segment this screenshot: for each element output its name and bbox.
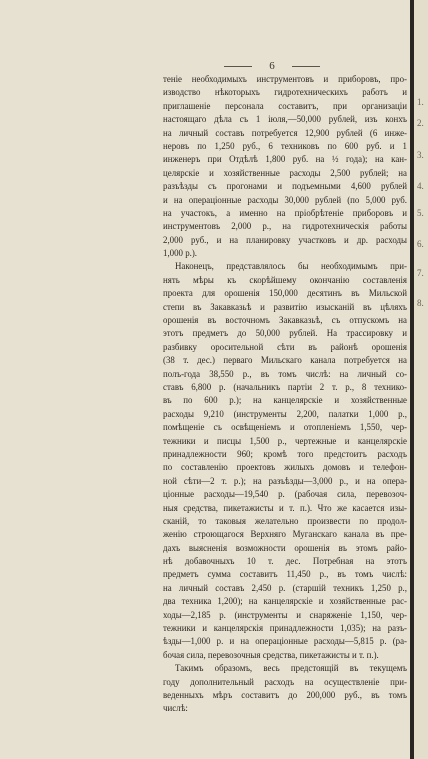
text-line: разъѣзды съ прогонами и подъемными 4,600 рублей [163,181,407,192]
text-line: проекта для орошенiя 150,000 десятинъ въ Мильской [163,288,407,299]
text-line: 1,000 р.). [163,248,198,259]
text-line: ходы—2,185 р. (инструменты и снаряженiе 1,150, чер- [163,609,407,620]
text-line: ныя средства, пикетажисты и т. п.). Что же касается изы- [163,502,407,513]
margin-number: 5. [417,208,424,218]
text-line: 2,000 руб., и на планировку участковъ и др. расходы [163,234,407,245]
text-line: Такимъ образомъ, весь предстоящiй въ текущемъ [175,663,407,674]
text-line: тежники и канцелярскiя принадлежности 1,035); на разъ- [163,623,407,634]
text-line: разбивку оросительной сѣти въ районѣ орошенiя [163,341,407,352]
text-line: помѣщенiе съ освѣщенiемъ и отопленiемъ 1,550, чер- [163,422,407,433]
text-line: ѣзды—1,000 р. и на операцiонные расходы—5,815 р. (ра- [163,636,407,647]
text-line: ставъ 6,800 р. (начальникъ партiи 2 т. р., 8 технико- [163,381,407,392]
margin-number: 6. [417,239,424,249]
text-line: инженеръ при Отдѣлѣ 1,800 руб. на ½ года); на кан- [163,154,407,165]
text-line: орошенiя въ восточномъ Закавказьѣ, съ отпускомъ на [163,315,407,326]
text-line: расходы 9,210 (инструменты 2,200, палатки 1,000 р., [163,408,407,419]
text-line: ной сѣти—2 т. р.); на разъѣзды—3,000 р., и на опера- [163,475,407,486]
text-line: цiонные расходы—19,540 р. (рабочая сила, перевозоч- [163,489,407,500]
text-line: тенiе необходимыхъ инструментовъ и приборовъ, про- [163,74,407,84]
text-line: полъ-года 38,550 р., въ томъ числѣ: на личный со- [163,368,407,379]
margin-number: 1. [417,97,424,107]
text-line: принадлежности 960; кромѣ того предстоитъ расходъ [163,448,407,459]
text-line: году дополнительный расходъ на осуществленiе при- [163,676,407,687]
text-line: на личный составъ 2,450 р. (старшiй техникъ 1,250 р., [163,582,407,593]
text-line: нять мѣры къ скорѣйшему окончанiю составленiя [163,274,407,285]
text-line: тежники и писцы 1,500 р., чертежные и канцелярскiе [163,435,407,446]
margin-number: 4. [417,181,424,191]
margin-number: 2. [417,118,424,128]
facing-page-edge [414,0,428,759]
text-line: (38 т. дес.) перваго Мильскаго канала потребуется на [163,355,407,366]
header-dash-right [292,66,320,67]
text-line: числѣ: [163,703,188,714]
text-line: нѣ добавочныхъ 10 т. дес. Потребная на этотъ [163,556,407,567]
text-line: изводство нѣкоторыхъ гидротехническихъ работъ и [163,87,407,98]
text-line: веденныхъ мѣръ составитъ до 200,000 руб., въ томъ [163,689,407,700]
text-line: на участокъ, а именно на прiобрѣтенiе приборовъ и [163,207,407,218]
text-line: Наконецъ, представлялось бы необходимымъ при- [175,261,407,272]
text-line: бочая сила, перевозочныя средства, пикетажисты и т. п.). [163,649,379,660]
page-number: 6 [269,60,275,72]
text-line: дахъ выясненiя возможности орошенiя въ этомъ райо- [163,542,407,553]
text-line: по составленiю проектовъ жилыхъ домовъ и телефон- [163,462,407,473]
margin-number: 7. [417,268,424,278]
page-body-text [163,73,407,716]
text-line: два техника 1,200); на канцелярскiе и хозяйственные рас- [163,596,407,607]
text-line: инструментовъ 2,000 р., на гидротехническiя работы [163,221,407,232]
text-line: степи въ Закавказьѣ и развитiю изысканiй въ цѣляхъ [163,301,407,312]
text-line: сканiй, то таковыя желательно произвести по продол- [163,515,407,526]
header-dash-left [224,66,252,67]
text-line: неровъ по 1,250 руб., 6 техниковъ по 600 руб. и 1 [163,140,407,151]
text-line: въ по 600 р.); на канцелярскiе и хозяйственные [163,395,407,406]
page-header [0,60,410,72]
text-line: приглашенiе персонала составитъ, при организацiи [163,100,407,111]
margin-number: 8. [417,298,424,308]
text-line: на личный составъ потребуется 12,900 рублей (6 инже- [163,127,407,138]
text-line: настоящаго дѣла съ 1 iюля,—50,000 рублей, изъ конхъ [163,114,407,125]
text-line: женiю строющагося Верхняго Муганскаго канала въ пре- [163,529,407,540]
text-line: этотъ предметъ до 50,000 рублей. На трассировку и [163,328,407,339]
text-line: целярскiе и хозяйственные расходы 2,500 рублей; на [163,167,407,178]
margin-number: 3. [417,150,424,160]
text-line: и на операцiонные расходы 30,000 рублей (по 5,000 руб. [163,194,407,205]
text-line: предметъ сумма составитъ 11,450 р., въ томъ числѣ: [163,569,407,580]
